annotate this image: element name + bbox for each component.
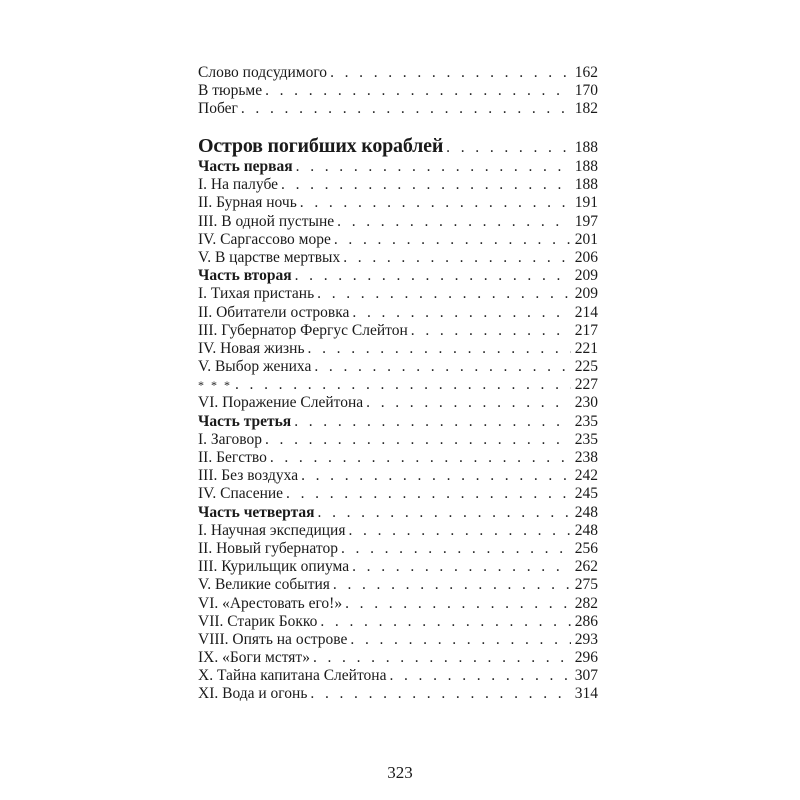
toc-main-chapter-entry — [198, 249, 598, 267]
toc-main-chapter-entry — [198, 358, 598, 376]
entry-page-number: 256 — [574, 539, 598, 557]
toc-main-chapter-entry — [198, 176, 598, 194]
dot-leader — [314, 358, 570, 376]
entry-page-number: 235 — [574, 412, 598, 430]
book-heading-title: Остров погибших кораблей — [198, 135, 444, 157]
dot-leader — [281, 176, 571, 194]
toc-main-part-entry — [198, 504, 598, 522]
toc-main-chapter-entry — [198, 449, 598, 467]
dot-leader — [348, 522, 570, 540]
entry-title: III. Губернатор Фергус Слейтон — [198, 321, 408, 339]
entry-title: V. Выбор жениха — [198, 358, 312, 376]
book-heading-entry — [198, 134, 598, 158]
dot-leader — [265, 82, 571, 100]
entry-page-number: 293 — [574, 630, 598, 648]
entry-page-number: 227 — [574, 376, 598, 394]
entry-page-number: 245 — [574, 485, 598, 503]
entry-page-number: 248 — [574, 503, 598, 521]
dot-leader — [352, 304, 570, 322]
entry-title: I. Тихая пристань — [198, 285, 315, 303]
entry-page-number: 197 — [574, 212, 598, 230]
entry-title: VI. Поражение Слейтона — [198, 394, 364, 412]
dot-leader — [343, 249, 571, 267]
entry-title: Побег — [198, 100, 238, 118]
entry-title: VIII. Опять на острове — [198, 630, 348, 648]
book-heading-page: 188 — [574, 139, 598, 156]
entry-title: X. Тайна капитана Слейтона — [198, 667, 387, 685]
entry-title: IV. Спасение — [198, 485, 284, 503]
dot-leader — [318, 504, 571, 522]
entry-title: II. Новый губернатор — [198, 539, 338, 557]
dot-leader — [295, 267, 571, 285]
dot-leader — [294, 413, 571, 431]
entry-title: III. Курильщик опиума — [198, 558, 350, 576]
entry-title: Часть вторая — [198, 267, 292, 285]
toc-main-chapter-entry — [198, 613, 598, 631]
entry-page-number: 282 — [574, 594, 598, 612]
entry-page-number: 191 — [574, 194, 598, 212]
toc-main-chapter-entry — [198, 285, 598, 303]
dot-leader — [270, 449, 571, 467]
entry-title: IV. Новая жизнь — [198, 339, 305, 357]
entry-page-number: 188 — [574, 158, 598, 175]
entry-title: Часть четвертая — [198, 503, 315, 521]
entry-title: II. Бурная ночь — [198, 194, 297, 212]
toc-main-chapter-entry — [198, 576, 598, 594]
entry-title: В тюрьме — [198, 82, 263, 100]
dot-leader — [313, 649, 571, 667]
entry-title: V. Великие события — [198, 576, 330, 594]
entry-page-number: 162 — [574, 64, 598, 81]
entry-title: V. В царстве мертвых — [198, 248, 341, 266]
entry-page-number: 225 — [574, 358, 598, 376]
entry-title: II. Бегство — [198, 449, 267, 466]
entry-title: I. Научная экспедиция — [198, 521, 346, 539]
dot-leader — [308, 340, 571, 358]
toc-main-chapter-entry — [198, 540, 598, 558]
toc-main-part-entry — [198, 158, 598, 176]
toc-main-chapter-entry — [198, 667, 598, 685]
entry-page-number: 262 — [574, 558, 598, 576]
toc-main-chapter-entry — [198, 485, 598, 503]
entry-title: VII. Старик Бокко — [198, 612, 318, 630]
toc-main-chapter-entry — [198, 431, 598, 449]
entry-title: * * * — [198, 378, 232, 393]
entry-page-number: 248 — [574, 521, 598, 539]
dot-leader — [352, 558, 571, 576]
dot-leader — [446, 136, 571, 160]
toc-top-chapter-entry — [198, 100, 598, 118]
toc-main-part-entry — [198, 413, 598, 431]
entry-page-number: 296 — [574, 649, 598, 667]
toc-main-chapter-entry — [198, 595, 598, 613]
toc-main-chapter-entry — [198, 213, 598, 231]
toc-main-chapter-entry — [198, 194, 598, 212]
dot-leader — [345, 595, 571, 613]
entry-title: III. Без воздуха — [198, 467, 299, 485]
entry-title: Часть первая — [198, 158, 293, 175]
entry-title: IX. «Боги мстят» — [198, 649, 310, 667]
dot-leader — [320, 613, 570, 631]
entry-title: IV. Саргассово море — [198, 230, 331, 248]
dot-leader — [330, 64, 571, 82]
toc-main-chapter-entry — [198, 631, 598, 649]
entry-page-number: 230 — [574, 394, 598, 412]
entry-page-number: 217 — [574, 321, 598, 339]
dot-leader — [310, 685, 570, 703]
entry-page-number: 238 — [574, 449, 598, 466]
dot-leader — [334, 231, 571, 249]
toc-main-chapter-entry — [198, 685, 598, 703]
toc-top-chapter-entry — [198, 82, 598, 100]
entry-page-number: 182 — [574, 100, 598, 118]
dot-leader — [265, 431, 571, 449]
entry-page-number: 206 — [574, 248, 598, 266]
entry-page-number: 188 — [574, 176, 598, 194]
toc-main-chapter-entry — [198, 558, 598, 576]
toc-main-chapter-entry — [198, 322, 598, 340]
toc-top-chapter-entry — [198, 64, 598, 82]
entry-page-number: 242 — [574, 467, 598, 485]
entry-page-number: 235 — [574, 430, 598, 448]
entry-page-number: 209 — [574, 267, 598, 285]
entry-page-number: 209 — [574, 285, 598, 303]
dot-leader — [286, 485, 571, 503]
toc-main-chapter-entry — [198, 649, 598, 667]
toc-main-chapter-entry — [198, 467, 598, 485]
dot-leader — [411, 322, 571, 340]
dot-leader — [301, 467, 571, 485]
entry-page-number: 221 — [574, 339, 598, 357]
toc-main-stars-entry — [198, 376, 598, 394]
toc-main-chapter-entry — [198, 394, 598, 412]
entry-page-number: 275 — [574, 576, 598, 594]
toc-main-chapter-entry — [198, 231, 598, 249]
entry-title: VI. «Арестовать его!» — [198, 594, 343, 612]
toc-main-chapter-entry — [198, 304, 598, 322]
entry-page-number: 214 — [574, 303, 598, 321]
entry-page-number: 201 — [574, 230, 598, 248]
page-number: 323 — [387, 763, 413, 782]
entry-title: II. Обитатели островка — [198, 303, 350, 321]
toc-main-chapter-entry — [198, 522, 598, 540]
entry-page-number: 170 — [574, 82, 598, 100]
dot-leader — [317, 285, 571, 303]
entry-title: I. Заговор — [198, 430, 262, 448]
dot-leader — [366, 394, 571, 412]
toc-main-chapter-entry — [198, 340, 598, 358]
dot-leader — [333, 576, 571, 594]
dot-leader — [350, 631, 570, 649]
dot-leader — [241, 100, 571, 118]
entry-title: XI. Вода и огонь — [198, 685, 308, 703]
table-of-contents-main — [198, 134, 598, 704]
entry-page-number: 307 — [574, 667, 598, 685]
dot-leader — [235, 376, 571, 394]
table-of-contents-top — [198, 64, 598, 119]
dot-leader — [389, 667, 570, 685]
entry-title: I. На палубе — [198, 176, 279, 194]
dot-leader — [341, 540, 571, 558]
dot-leader — [296, 158, 571, 176]
dot-leader — [337, 213, 571, 231]
toc-main-part-entry — [198, 267, 598, 285]
entry-page-number: 314 — [574, 685, 598, 703]
entry-title: III. В одной пустыне — [198, 212, 335, 230]
entry-title: Слово подсудимого — [198, 64, 328, 81]
entry-page-number: 286 — [574, 612, 598, 630]
dot-leader — [300, 194, 571, 212]
entry-title: Часть третья — [198, 412, 292, 430]
